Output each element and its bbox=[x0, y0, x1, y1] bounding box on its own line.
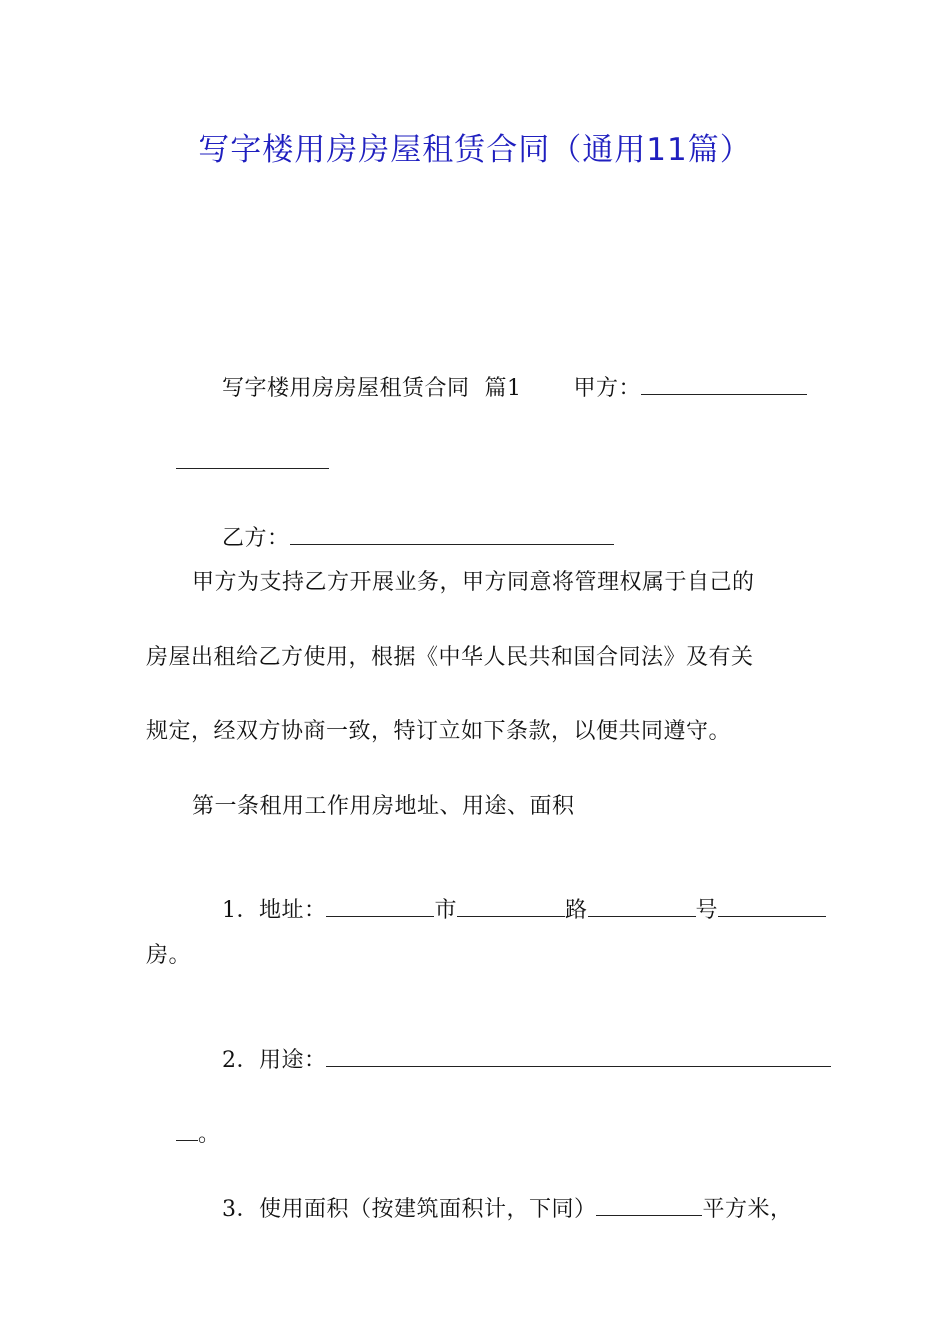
party-a-label: 甲方： bbox=[573, 376, 641, 401]
item-1-label: 1．地址： bbox=[221, 898, 327, 923]
party-a-blank-continued bbox=[176, 448, 329, 469]
item-1-city-blank bbox=[326, 896, 434, 917]
item-1-room-blank bbox=[718, 896, 826, 917]
intro-line-3: 规定，经双方协商一致，特订立如下条款，以便共同遵守。 bbox=[146, 719, 732, 744]
item-2-label: 2．用途： bbox=[221, 1048, 327, 1073]
item-3-area-blank bbox=[596, 1195, 702, 1216]
document-title: 写字楼用房房屋租赁合同（通用11篇） bbox=[198, 132, 752, 168]
item-3-line bbox=[192, 1165, 793, 1255]
item-1-road: 路 bbox=[565, 898, 588, 923]
party-b-label: 乙方： bbox=[221, 526, 290, 551]
item-2-blank bbox=[326, 1046, 831, 1067]
item-1-number: 号 bbox=[695, 898, 719, 923]
item-1-line bbox=[192, 866, 826, 956]
party-a-blank bbox=[641, 374, 807, 395]
item-1-road-blank bbox=[457, 896, 565, 917]
item-2-end: 。 bbox=[197, 1122, 221, 1147]
item-3-label: 3．使用面积（按建筑面积计，下同） bbox=[221, 1197, 597, 1222]
article-1-title: 第一条租用工作用房地址、用途、面积 bbox=[192, 794, 575, 819]
intro-line-2: 房屋出租给乙方使用，根据《中华人民共和国合同法》及有关 bbox=[146, 645, 754, 670]
intro-line-1: 甲方为支持乙方开展业务，甲方同意将管理权属于自己的 bbox=[192, 570, 755, 595]
item-1-end: 房。 bbox=[146, 943, 192, 968]
item-1-city: 市 bbox=[434, 898, 457, 923]
item-3-unit: 平方米， bbox=[702, 1197, 793, 1222]
party-b-blank bbox=[290, 524, 614, 545]
item-2-blank-continued bbox=[176, 1120, 198, 1141]
section-heading: 写字楼用房房屋租赁合同 篇1 bbox=[221, 376, 522, 401]
item-2-line bbox=[192, 1016, 831, 1106]
item-1-number-blank bbox=[588, 896, 696, 917]
